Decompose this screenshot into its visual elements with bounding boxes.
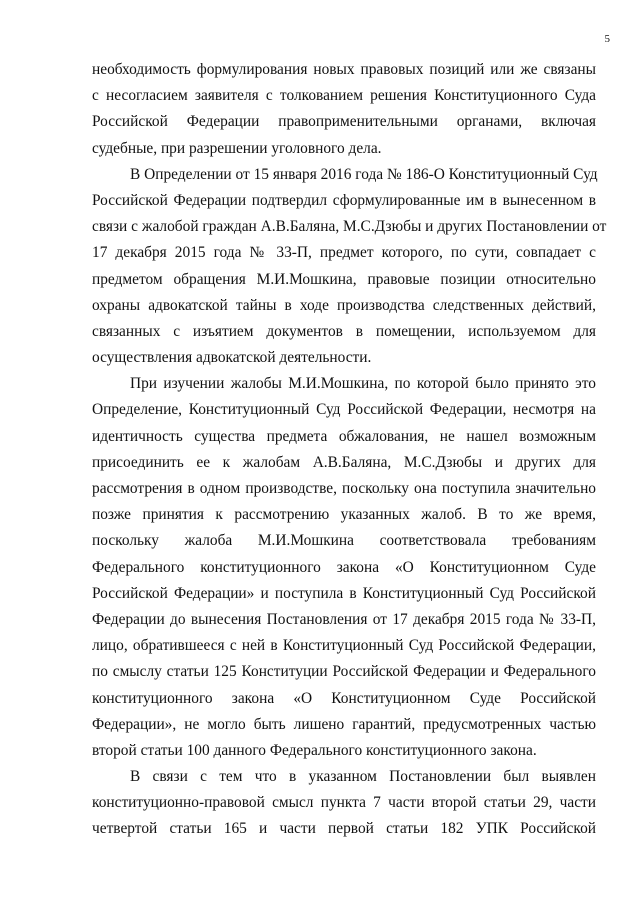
text-line: связи с жалобой граждан А.В.Баляна, М.С.Дзюбы и других Постановлении от [92,218,607,236]
text-line: конституционно-правовой смысл пункта 7 части второй статьи 29, части [92,794,596,812]
paragraph [92,764,596,843]
document-body [92,57,607,843]
text-line: Федерации до вынесения Постановления от 17 декабря 2015 года № 33-П, [92,610,596,628]
text-line: Определение, Конституционный Суд Российской Федерации, несмотря на [92,401,596,419]
text-line: необходимость формулирования новых правовых позиций или же связаны [92,61,596,78]
text-line: Федерального конституционного закона «О Конституционном Суде [92,558,596,576]
text-line: присоединить ее к жалобам А.В.Баляна, М.С.Дзюбы и других для [92,453,596,471]
text-line: лицо, обратившееся с ней в Конституционный Суд Российской Федерации, [92,637,596,655]
text-line: Российской Федерации подтвердил сформулированные им в вынесенном в [92,191,596,209]
text-line: по смыслу статьи 125 Конституции Российской Федерации и Федерального [92,663,596,681]
text-line: В Определении от 15 января 2016 года № 186-О Конституционный Суд [130,165,598,183]
text-line: Российской Федерации» и поступила в Конституционный Суд Российской [92,584,596,602]
text-line: В связи с тем что в указанном Постановлении был выявлен [130,768,596,786]
text-line: идентичность существа предмета обжалования, не нашел возможным [92,427,596,445]
text-line: четвертой статьи 165 и части первой статьи 182 УПК Российской [92,820,596,838]
text-line: позже принятия к рассмотрению указанных жалоб. В то же время, [92,506,596,524]
text-line: охраны адвокатской тайны в ходе производства следственных действий, [92,296,596,314]
text-line: связанных с изъятием документов в помещении, используемом для [92,322,596,340]
text-line: конституционного закона «О Конституционном Суде Российской [92,689,596,707]
text-line: При изучении жалобы М.И.Мошкина, по которой было принято это [130,375,596,393]
text-line: предметом обращения М.И.Мошкина, правовые позиции относительно [92,270,596,288]
text-line: поскольку жалоба М.И.Мошкина соответствовала требованиям [92,532,596,550]
text-line: с несогласием заявителя с толкованием решения Конституционного Суда [92,87,596,105]
text-line: судебные, при разрешении уголовного дела. [92,139,382,157]
text-line: осуществления адвокатской деятельности. [92,349,372,367]
text-line: Федерации», не могло быть лишено гарантий, предусмотренных частью [92,715,596,733]
text-line: 17 декабря 2015 года № 33-П, предмет которого, по сути, совпадает с [92,244,596,262]
text-line: второй статьи 100 данного Федерального конституционного закона. [92,741,537,759]
paragraph [92,57,596,162]
text-line: Российской Федерации правоприменительными органами, включая [92,113,596,131]
paragraph [92,162,607,372]
paragraph [92,371,596,764]
page-number: 5 [604,33,610,45]
text-line: рассмотрения в одном производстве, поскольку она поступила значительно [92,480,596,497]
